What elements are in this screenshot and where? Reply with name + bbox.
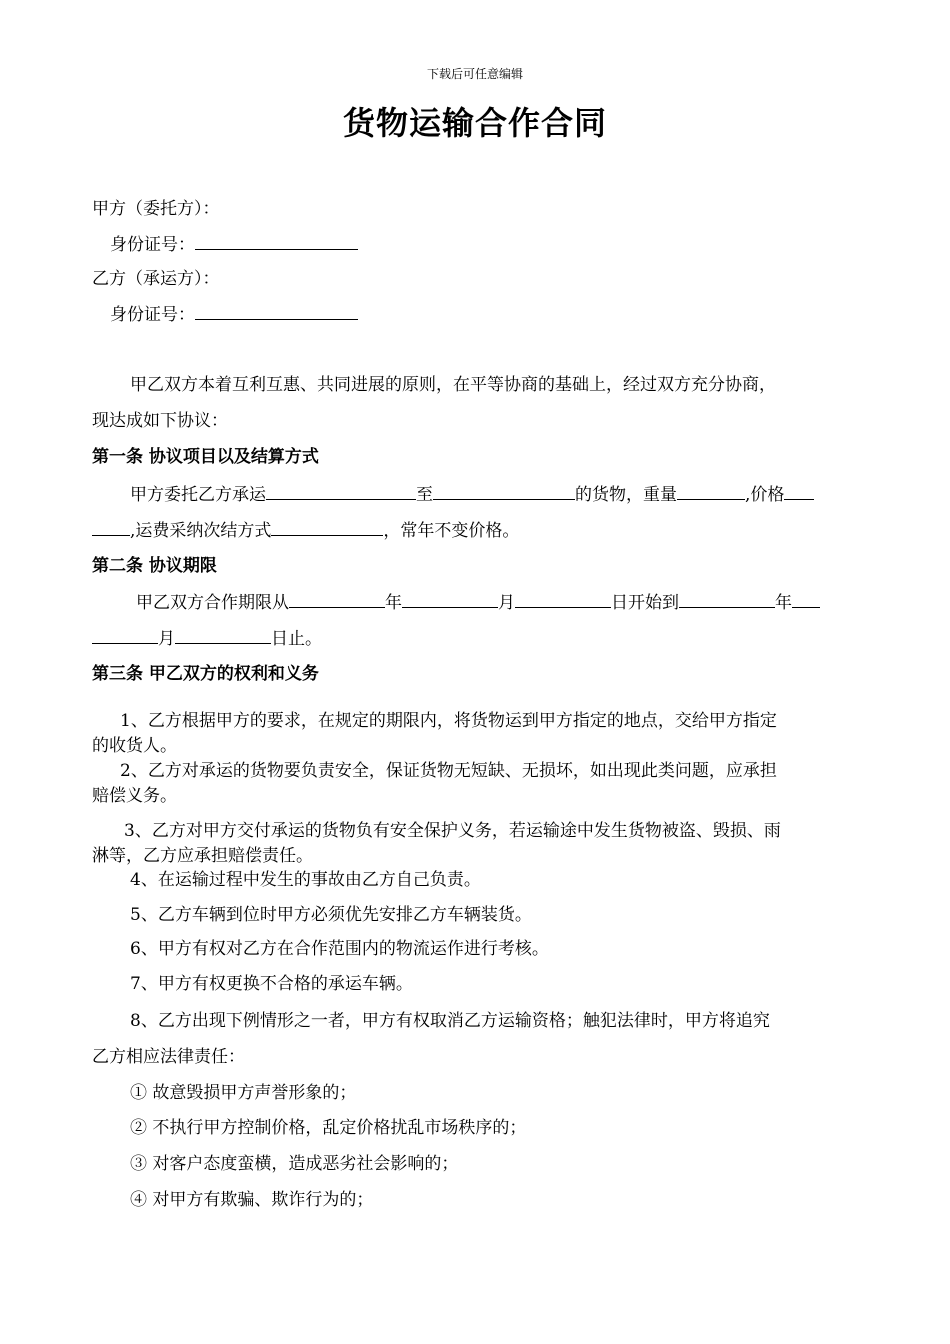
article-1-text-6: ，常年不变价格。 [383,521,520,541]
article-2-heading: 第二条 协议期限 [92,556,217,576]
origin-blank[interactable] [266,481,416,500]
article-1-text-2: 至 [416,485,433,505]
price-blank-part-2[interactable] [92,517,130,536]
article-3-item-8-line-2: 乙方相应法律责任： [92,1047,245,1067]
article-2-line-2 [92,625,862,652]
article-2-text-1: 甲乙双方合作期限从 [136,593,289,613]
contract-title: 货物运输合作合同 [342,104,607,142]
article-3-sub-item-1: ① 故意毁损甲方声誉形象的； [130,1083,357,1103]
preamble-line-2: 现达成如下协议： [92,411,228,431]
article-3-item-2-line-2: 赔偿义务。 [92,786,177,806]
article-2-text-5: 年 [775,593,792,613]
article-3-sub-item-2: ② 不执行甲方控制价格，乱定价格扰乱市场秩序的； [130,1118,527,1138]
article-3-item-4: 4、在运输过程中发生的事故由乙方自己负责。 [130,870,481,890]
start-month-blank[interactable] [402,589,498,608]
article-3-item-1-line-2: 的收货人。 [92,736,177,756]
preamble-line-1: 甲乙双方本着互利互惠、共同进展的原则，在平等协商的基础上，经过双方充分协商， [130,375,776,395]
article-3-item-5: 5、乙方车辆到位时甲方必须优先安排乙方车辆装货。 [130,905,532,925]
end-day-blank[interactable] [175,625,271,644]
article-3-item-3-line-2: 淋等，乙方应承担赔偿责任。 [92,846,313,866]
article-1-text-1: 甲方委托乙方承运 [130,485,266,505]
article-2-text-7: 日止。 [271,629,322,649]
end-month-blank-part-2[interactable] [92,625,158,644]
article-2-text-2: 年 [385,593,402,613]
party-b-id-row [110,301,880,328]
article-1-text-3: 的货物，重量 [575,485,677,505]
article-3-item-6: 6、甲方有权对乙方在合作范围内的物流运作进行考核。 [130,939,549,959]
article-3-item-1-line-1: 1、乙方根据甲方的要求，在规定的期限内，将货物运到甲方指定的地点，交给甲方指定 [120,711,777,731]
party-b-label: 乙方（承运方）： [92,269,220,289]
party-a-label: 甲方（委托方）： [92,199,220,219]
party-a-id-blank[interactable] [195,231,358,250]
article-1-heading: 第一条 协议项目以及结算方式 [92,447,319,467]
article-3-item-3-line-1: 3、乙方对甲方交付承运的货物负有安全保护义务，若运输途中发生货物被盗、毁损、雨 [124,821,781,841]
party-a-id-label: 身份证号： [110,235,195,255]
article-2-text-4: 日开始到 [611,593,679,613]
party-b-id-label: 身份证号： [110,305,195,325]
destination-blank[interactable] [433,481,575,500]
article-2-line-1 [136,589,906,616]
price-blank-part-1[interactable] [784,481,814,500]
article-3-item-7: 7、甲方有权更换不合格的承运车辆。 [130,974,413,994]
article-3-heading: 第三条 甲乙双方的权利和义务 [92,664,319,684]
end-year-blank[interactable] [679,589,775,608]
article-1-line-1 [130,481,900,508]
article-1-text-5: ,运费采纳次结方式 [130,521,272,541]
article-3-item-2-line-1: 2、乙方对承运的货物要负责安全，保证货物无短缺、无损坏，如出现此类问题，应承担 [120,761,777,781]
end-month-blank-part-1[interactable] [792,589,820,608]
start-year-blank[interactable] [289,589,385,608]
article-2-text-6: 月 [158,629,175,649]
header-note: 下载后可任意编辑 [426,67,523,81]
weight-blank[interactable] [677,481,745,500]
article-3-sub-item-3: ③ 对客户态度蛮横，造成恶劣社会影响的； [130,1154,459,1174]
article-3-sub-item-4: ④ 对甲方有欺骗、欺诈行为的； [130,1190,374,1210]
article-1-line-2 [92,517,862,544]
article-1-text-4: ,价格 [745,485,785,505]
article-3-item-8-line-1: 8、乙方出现下例情形之一者，甲方有权取消乙方运输资格；触犯法律时，甲方将追究 [130,1011,770,1031]
party-b-id-blank[interactable] [195,301,358,320]
party-a-id-row [110,231,880,258]
article-2-text-3: 月 [498,593,515,613]
settlement-method-blank[interactable] [271,517,383,536]
start-day-blank[interactable] [515,589,611,608]
